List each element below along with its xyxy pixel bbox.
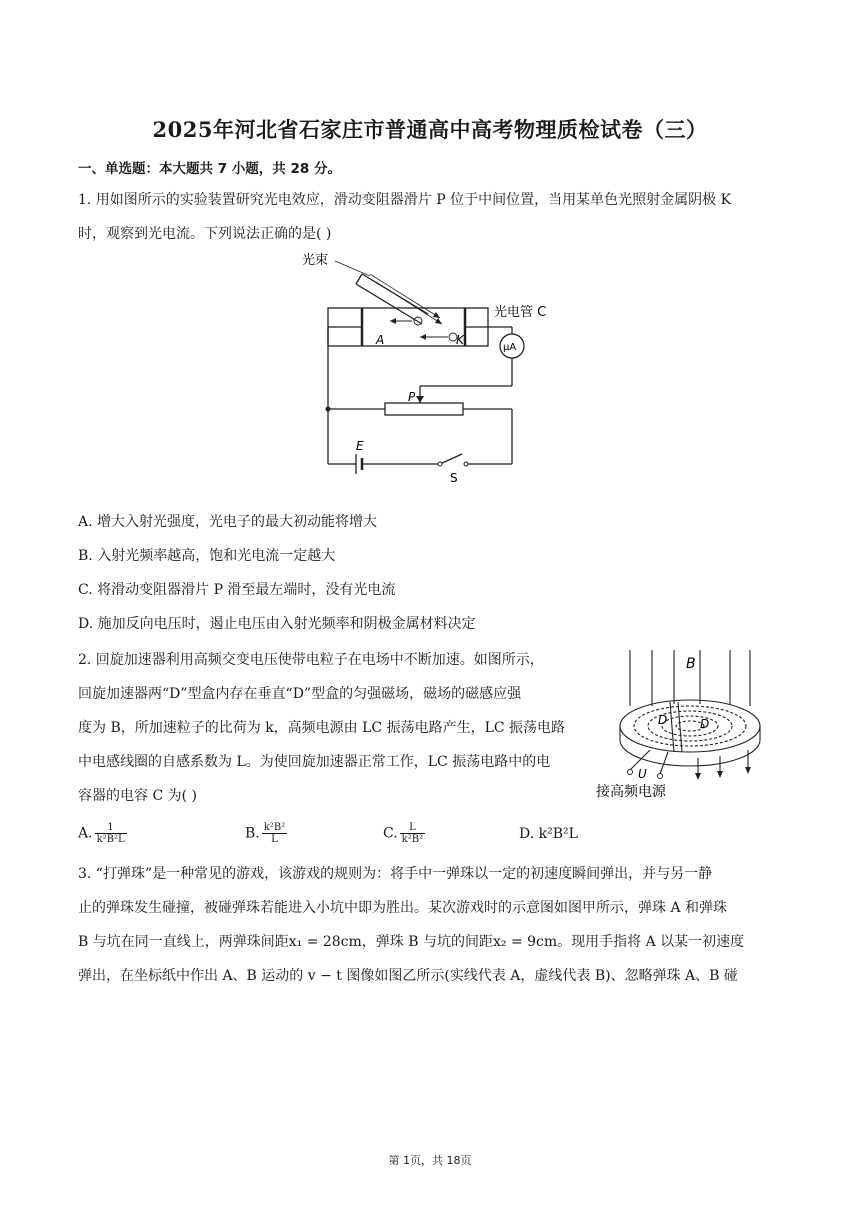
q1-line-1: 1. 用如图所示的实验装置研究光电效应，滑动变阻器滑片 P 位于中间位置，当用某单色光照射金属阴极 K [78, 192, 732, 208]
photoelectric-circuit-figure [290, 246, 547, 486]
label-dee-2: D [700, 717, 710, 731]
q2-option-b-label: B. [245, 825, 260, 842]
section-heading: 一、单选题：本大题共 7 小题，共 28 分。 [78, 161, 341, 177]
q2-option-b-fraction: $\frac{\text{k²B²}}{L}$ [263, 822, 286, 845]
q1-option-b[interactable]: B. 入射光频率越高，饱和光电流一定越大 [78, 548, 336, 564]
q3-line-1: 3. “打弹珠”是一种常见的游戏，该游戏的规则为：将手中一弹珠以一定的初速度瞬间弹出，并与另一静 [78, 866, 713, 882]
label-slider: P [408, 390, 416, 404]
q3-line-4: 弹出，在坐标纸中作出 A、B 运动的 v − t 图像如图乙所示(实线代表 A，虚线代表 B)、忽略弹珠 A、B 碰 [78, 968, 738, 984]
label-meter: μA [503, 342, 517, 353]
q2-line-3: 度为 B，所加速粒子的比荷为 k，高频电源由 LC 振荡电路产生，LC 振荡电路 [78, 720, 566, 736]
light-ray-2 [376, 282, 442, 324]
label-field: B [686, 656, 696, 672]
q2-option-c-fraction: $\frac{L}{\text{k²B²}}$ [401, 822, 424, 845]
q2-option-c-label: C. [383, 825, 398, 842]
q2-option-a-fraction: $\frac{1}{\text{k²B²L}}$ [96, 822, 125, 845]
dee-top [620, 700, 760, 752]
light-ray-1 [370, 274, 440, 318]
cyclotron-figure [590, 646, 790, 804]
exam-title: 2025年河北省石家庄市普通高中高考物理质检试卷（三） [152, 117, 708, 142]
q1-option-a[interactable]: A. 增大入射光强度，光电子的最大初动能将增大 [78, 514, 378, 530]
q1-line-2: 时，观察到光电流。下列说法正确的是( ) [78, 226, 332, 242]
q2-line-1: 2. 回旋加速器利用高频交变电压使带电粒子在电场中不断加速。如图所示， [78, 652, 544, 668]
q2-line-4: 中电感线圈的自感系数为 L。为使回旋加速器正常工作，LC 振荡电路中的电 [78, 754, 551, 770]
q2-option-a[interactable] [78, 822, 127, 845]
q1-option-d[interactable]: D. 施加反向电压时，遏止电压由入射光频率和阴极金属材料决定 [78, 616, 476, 632]
junction-dot [326, 407, 331, 412]
rheostat [385, 403, 463, 415]
label-dee-1: D [658, 713, 668, 727]
q3-line-3: B 与坑在同一直线上，两弹珠间距x₁ = 28cm，弹珠 B 与坑的间距x₂ = 9cm。现用手指将 A 以某一初速度 [78, 934, 745, 950]
label-source: E [356, 439, 364, 453]
q2-option-b[interactable] [245, 822, 287, 845]
cyclotron-caption: 接高频电源 [596, 784, 666, 800]
page-footer: 第 1页，共 18页 [388, 1154, 472, 1167]
q2-option-a-label: A. [78, 825, 93, 842]
q1-option-c[interactable]: C. 将滑动变阻器滑片 P 滑至最左端时，没有光电流 [78, 582, 396, 598]
label-voltage: U [638, 767, 647, 781]
q2-line-5: 容器的电容 C 为( ) [78, 788, 197, 804]
label-switch: S [450, 471, 458, 485]
label-beam: 光束 [302, 253, 329, 268]
q3-line-2: 止的弹珠发生碰撞，被碰弹珠若能进入小坑中即为胜出。某次游戏时的示意图如图甲所示，弹珠 A 和弹珠 [78, 900, 728, 916]
label-tube: 光电管 C [494, 305, 547, 320]
q2-option-d[interactable]: D. k²B²L [519, 826, 578, 842]
q2-line-2: 回旋加速器两“D”型盒内存在垂直“D”型盒的匀强磁场，磁场的磁感应强 [78, 686, 522, 702]
q2-option-c[interactable] [383, 822, 425, 845]
label-cathode: K [456, 333, 464, 347]
label-anode: A [376, 333, 385, 347]
switch-blade [440, 454, 462, 464]
